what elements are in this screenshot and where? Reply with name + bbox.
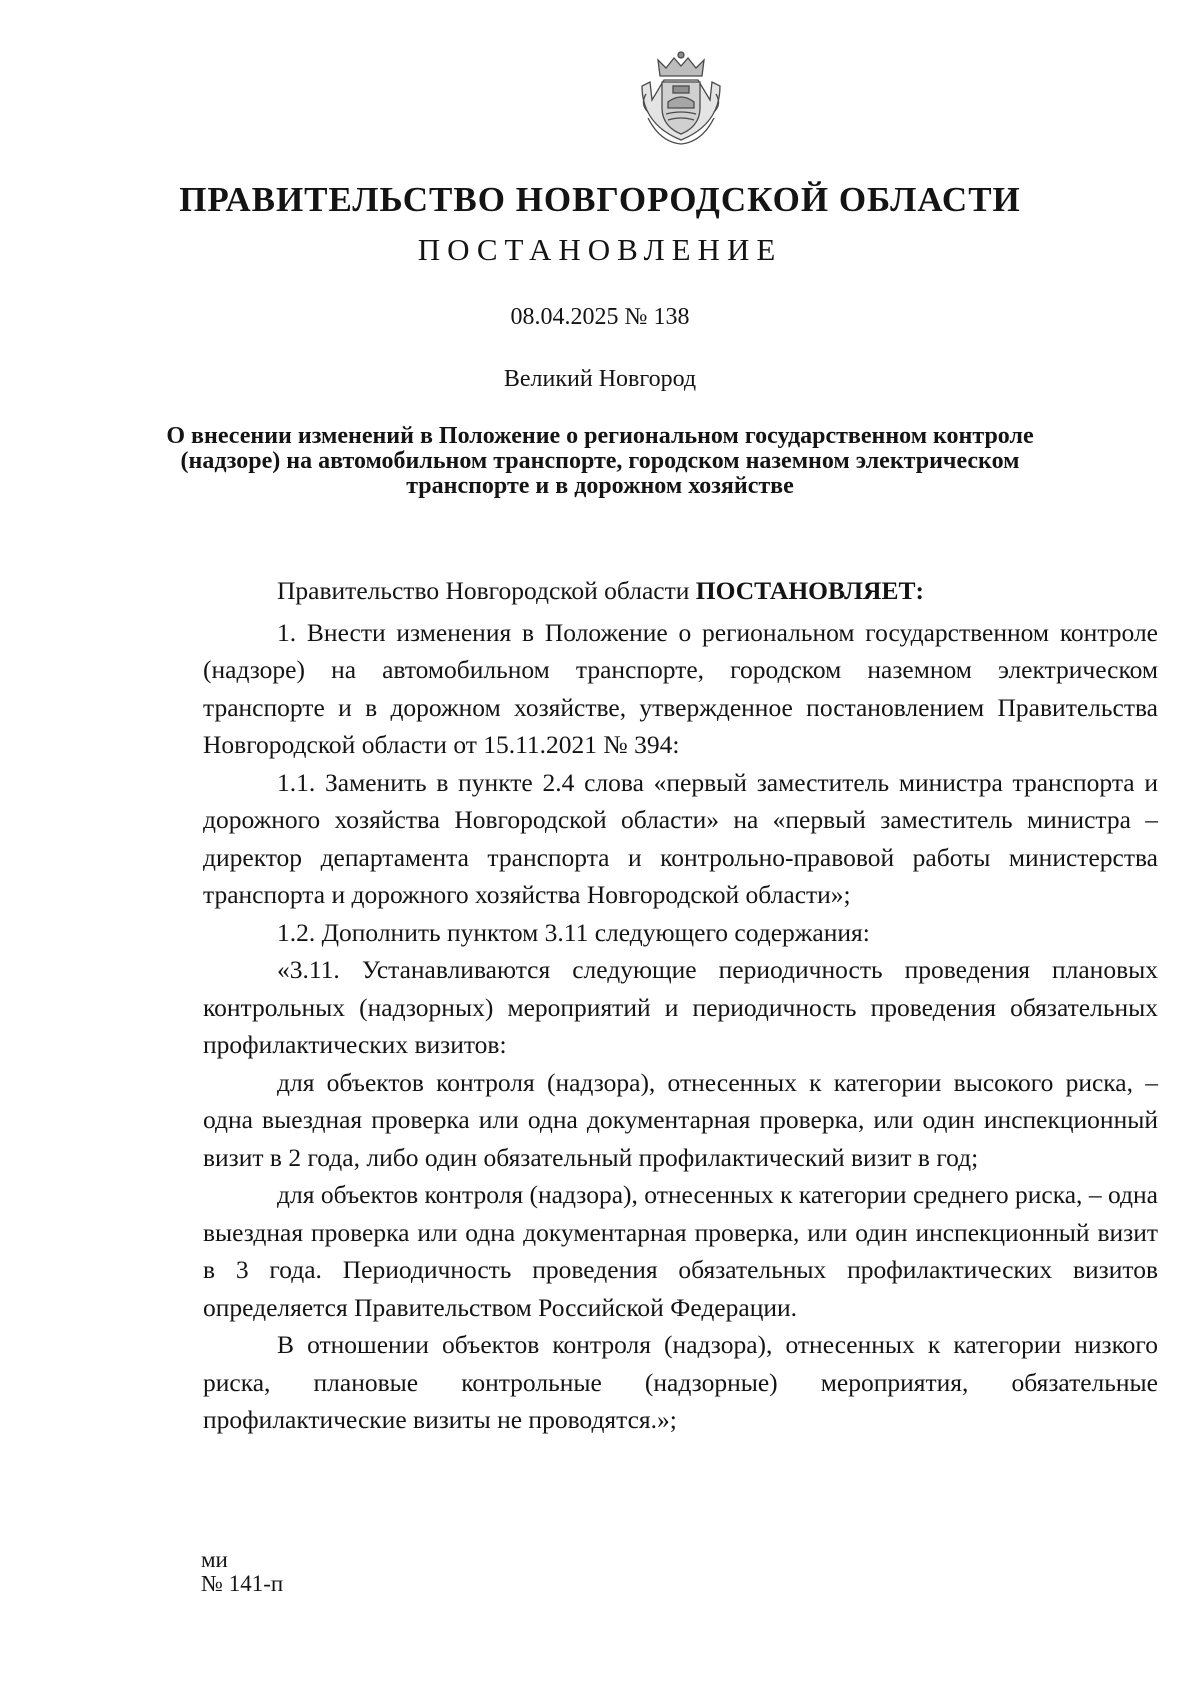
paragraph-1: 1. Внести изменения в Положение о региональном государственном контроле (надзоре) на автомобильном транспорте, городском наземном электрическом транспорте и в дорожном хозяйстве, утвержденное постановлением Правительства Новгородской области от 15.11.2021 № 394: [203,617,1158,759]
government-title: ПРАВИТЕЛЬСТВО НОВГОРОДСКОЙ ОБЛАСТИ [179,180,1021,219]
document-city: Великий Новгород [503,366,697,392]
paragraph-high-risk: для объектов контроля (надзора), отнесенных к категории высокого риска, – одна выездная проверка или одна документарная проверка, или один инспекционный визит в 2 года, либо один обязательный профилактический визит в год; [203,1067,1158,1172]
novgorod-coat-of-arms-icon [638,46,724,146]
footer-registration [201,1548,283,1596]
decree-line [203,572,1158,610]
paragraph-1-2: 1.2. Дополнить пунктом 3.11 следующего содержания: [277,917,870,947]
document-subject: О внесении изменений в Положение о региональном государственном контроле (надзоре) на автомобильном транспорте, городском наземном электрическом транспорте и в дорожном хозяйстве [166,423,1034,499]
footer-initials: ми [201,1547,228,1572]
decree-verb: ПОСТАНОВЛЯЕТ: [695,576,924,605]
document-date-number: 08.04.2025 № 138 [510,304,690,330]
paragraph-1-1: 1.1. Заменить в пункте 2.4 слова «первый заместитель министра транспорта и дорожного хозяйства Новгородской области» на «первый заместитель министра – директор департамента транспорта и контрольно-правовой работы министерства транспорта и дорожного хозяйства Новгородской области»; [203,767,1158,909]
paragraph-medium-risk: для объектов контроля (надзора), отнесенных к категории среднего риска, – одна выездная проверка или одна документарная проверка, или один инспекционный визит в 3 года. Периодичность проведения обязательных профилактических визитов определяется Правительством Российской Федерации. [203,1180,1158,1322]
paragraph-3-11: «3.11. Устанавливаются следующие периодичность проведения плановых контрольных (надзорных) мероприятий и периодичность проведения обязательных профилактических визитов: [203,955,1158,1059]
decree-intro: Правительство Новгородской области [277,576,696,605]
document-type: ПОСТАНОВЛЕНИЕ [417,232,783,267]
paragraph-low-risk: В отношении объектов контроля (надзора), отнесенных к категории низкого риска, плановые контрольные (надзорные) мероприятия, обязательные профилактические визиты не проводятся.»; [203,1330,1158,1434]
footer-registration-number: № 141-п [201,1571,284,1596]
document-body [203,572,1158,1439]
